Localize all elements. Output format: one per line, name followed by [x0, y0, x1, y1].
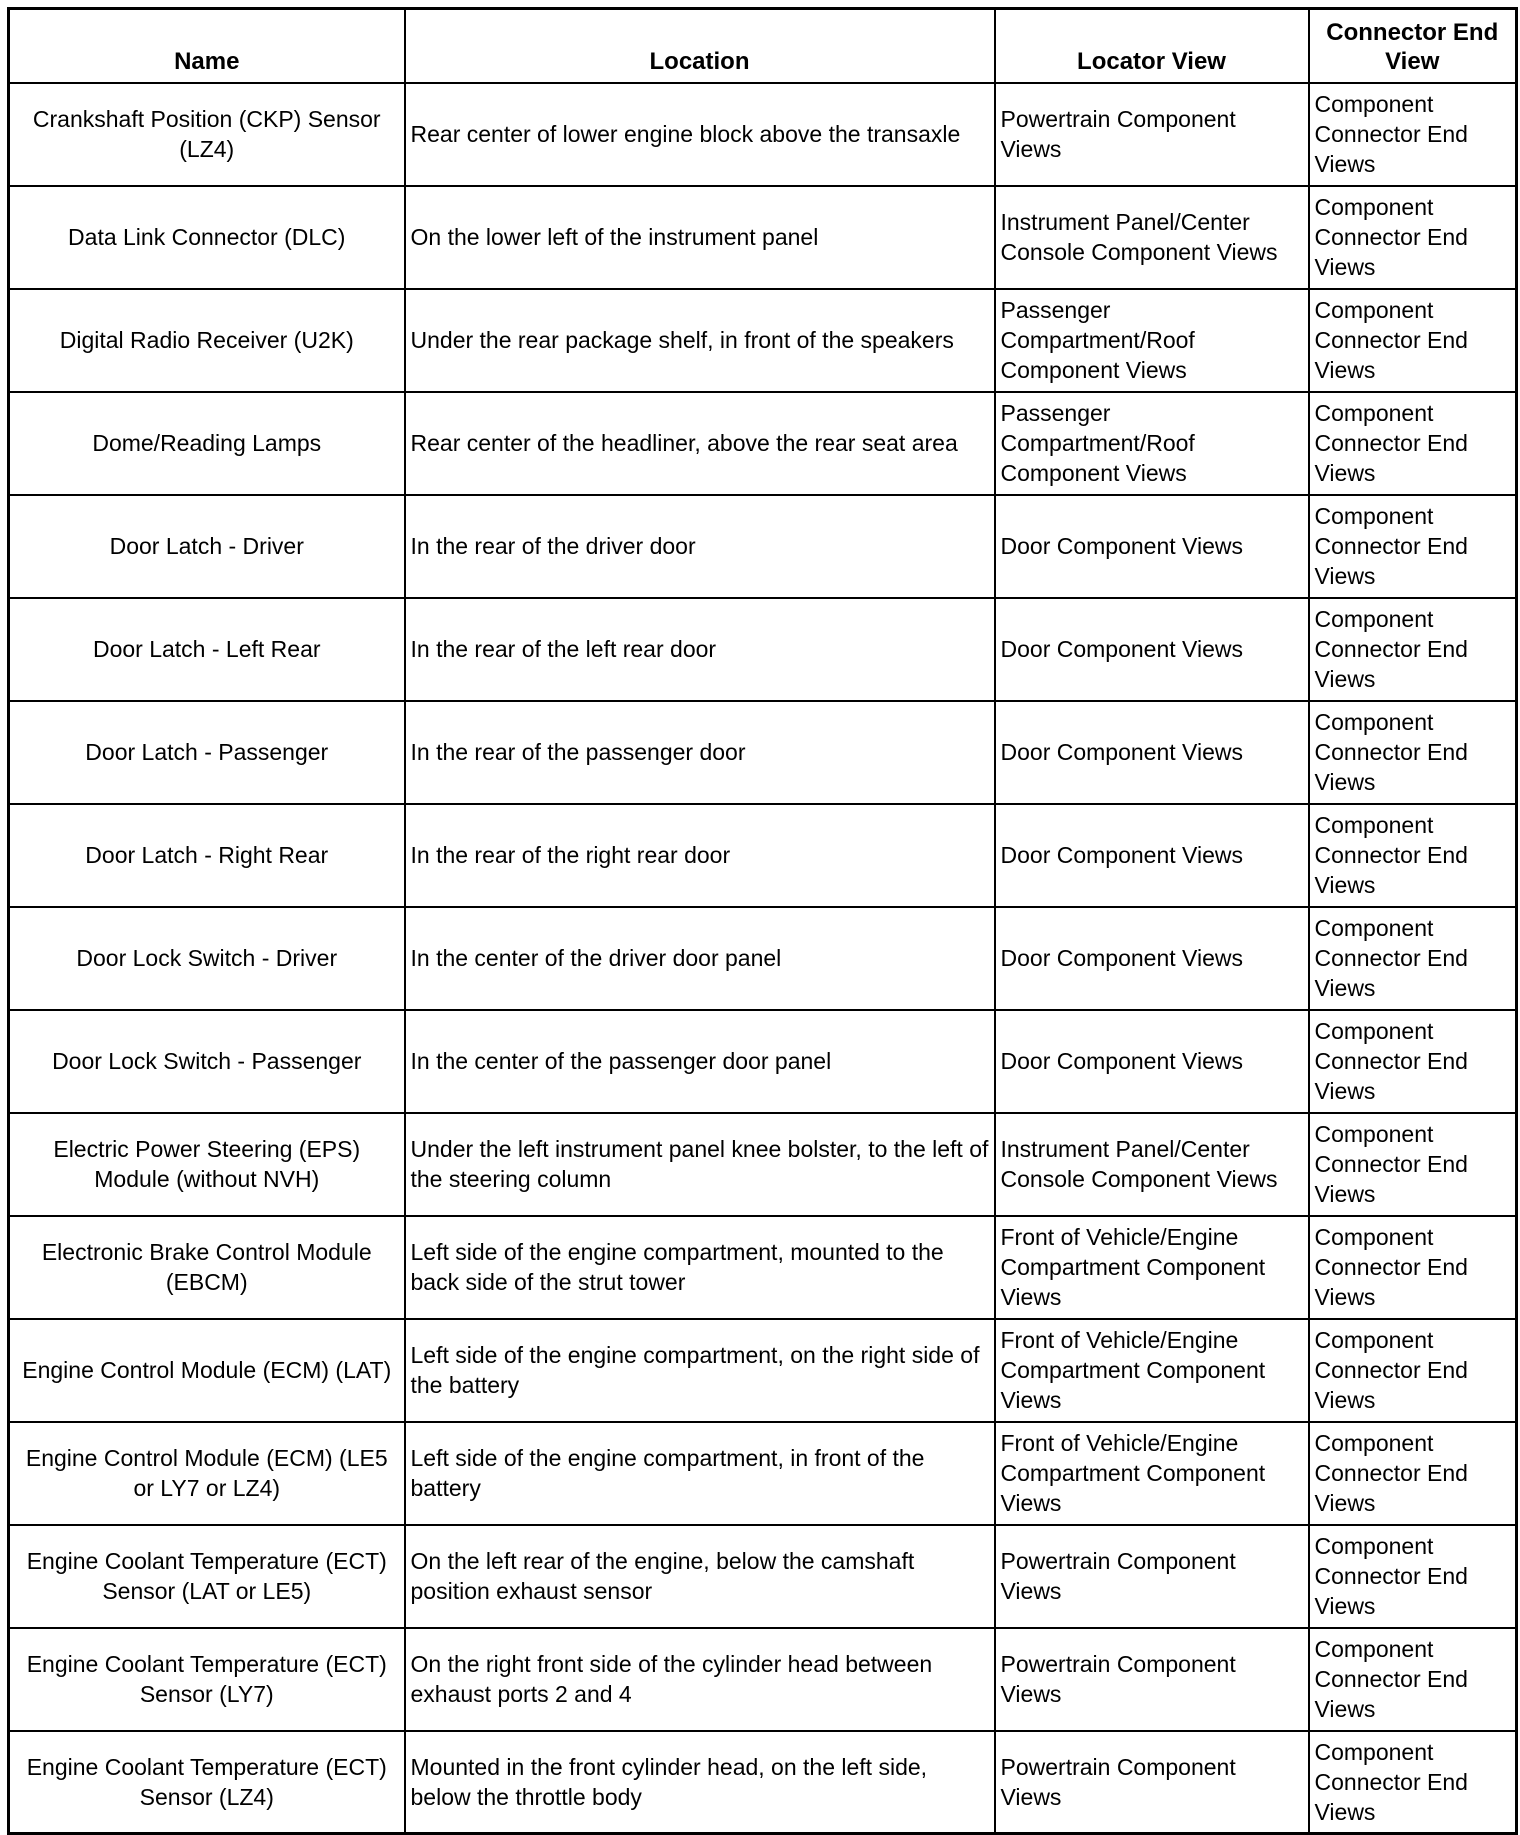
table-row	[9, 289, 1517, 392]
cell-name: Door Lock Switch - Passenger	[9, 1010, 405, 1113]
cell-connector-end-view: Component Connector End Views	[1309, 1113, 1517, 1216]
cell-location: Under the left instrument panel knee bolster, to the left of the steering column	[405, 1113, 995, 1216]
cell-name: Electronic Brake Control Module (EBCM)	[9, 1216, 405, 1319]
cell-location: In the center of the passenger door panel	[405, 1010, 995, 1113]
cell-connector-end-view: Component Connector End Views	[1309, 1525, 1517, 1628]
table-row	[9, 1731, 1517, 1834]
cell-locator-view: Front of Vehicle/Engine Compartment Component Views	[995, 1216, 1309, 1319]
cell-name: Door Latch - Driver	[9, 495, 405, 598]
cell-locator-view: Front of Vehicle/Engine Compartment Component Views	[995, 1319, 1309, 1422]
table-row	[9, 1010, 1517, 1113]
table-header	[9, 9, 1517, 83]
cell-connector-end-view: Component Connector End Views	[1309, 804, 1517, 907]
cell-locator-view: Door Component Views	[995, 1010, 1309, 1113]
cell-connector-end-view: Component Connector End Views	[1309, 1422, 1517, 1525]
cell-connector-end-view: Component Connector End Views	[1309, 598, 1517, 701]
header-locator-view: Locator View	[995, 9, 1309, 83]
cell-location: Rear center of the headliner, above the rear seat area	[405, 392, 995, 495]
cell-name: Door Latch - Left Rear	[9, 598, 405, 701]
table-row	[9, 186, 1517, 289]
cell-locator-view: Door Component Views	[995, 701, 1309, 804]
cell-name: Digital Radio Receiver (U2K)	[9, 289, 405, 392]
cell-location: Under the rear package shelf, in front of the speakers	[405, 289, 995, 392]
cell-locator-view: Front of Vehicle/Engine Compartment Component Views	[995, 1422, 1309, 1525]
cell-location: On the lower left of the instrument panel	[405, 186, 995, 289]
cell-locator-view: Powertrain Component Views	[995, 83, 1309, 186]
table-row	[9, 1216, 1517, 1319]
cell-locator-view: Door Component Views	[995, 495, 1309, 598]
cell-connector-end-view: Component Connector End Views	[1309, 1731, 1517, 1834]
table-row	[9, 907, 1517, 1010]
table-row	[9, 1628, 1517, 1731]
table-row	[9, 83, 1517, 186]
cell-locator-view: Passenger Compartment/Roof Component Views	[995, 289, 1309, 392]
table-row	[9, 701, 1517, 804]
header-name: Name	[9, 9, 405, 83]
table-row	[9, 1525, 1517, 1628]
cell-connector-end-view: Component Connector End Views	[1309, 1010, 1517, 1113]
table-row	[9, 1422, 1517, 1525]
header-row	[9, 9, 1517, 83]
cell-name: Engine Coolant Temperature (ECT) Sensor (LZ4)	[9, 1731, 405, 1834]
cell-name: Electric Power Steering (EPS) Module (without NVH)	[9, 1113, 405, 1216]
cell-location: Left side of the engine compartment, on the right side of the battery	[405, 1319, 995, 1422]
cell-name: Engine Coolant Temperature (ECT) Sensor (LY7)	[9, 1628, 405, 1731]
cell-locator-view: Door Component Views	[995, 598, 1309, 701]
cell-connector-end-view: Component Connector End Views	[1309, 392, 1517, 495]
cell-connector-end-view: Component Connector End Views	[1309, 1216, 1517, 1319]
cell-name: Door Lock Switch - Driver	[9, 907, 405, 1010]
cell-location: In the rear of the passenger door	[405, 701, 995, 804]
cell-location: In the rear of the driver door	[405, 495, 995, 598]
cell-name: Door Latch - Right Rear	[9, 804, 405, 907]
header-location: Location	[405, 9, 995, 83]
cell-location: Left side of the engine compartment, in front of the battery	[405, 1422, 995, 1525]
cell-connector-end-view: Component Connector End Views	[1309, 186, 1517, 289]
header-connector-end-view: Connector End View	[1309, 9, 1517, 83]
cell-location: In the rear of the left rear door	[405, 598, 995, 701]
cell-locator-view: Powertrain Component Views	[995, 1731, 1309, 1834]
table-row	[9, 495, 1517, 598]
table-body	[9, 83, 1517, 1834]
cell-location: In the rear of the right rear door	[405, 804, 995, 907]
cell-name: Engine Control Module (ECM) (LE5 or LY7 or LZ4)	[9, 1422, 405, 1525]
cell-name: Door Latch - Passenger	[9, 701, 405, 804]
cell-name: Engine Coolant Temperature (ECT) Sensor (LAT or LE5)	[9, 1525, 405, 1628]
cell-connector-end-view: Component Connector End Views	[1309, 701, 1517, 804]
cell-connector-end-view: Component Connector End Views	[1309, 1628, 1517, 1731]
cell-locator-view: Instrument Panel/Center Console Component Views	[995, 1113, 1309, 1216]
cell-name: Engine Control Module (ECM) (LAT)	[9, 1319, 405, 1422]
table-row	[9, 598, 1517, 701]
cell-location: Left side of the engine compartment, mounted to the back side of the strut tower	[405, 1216, 995, 1319]
table-row	[9, 1113, 1517, 1216]
cell-location: In the center of the driver door panel	[405, 907, 995, 1010]
cell-connector-end-view: Component Connector End Views	[1309, 289, 1517, 392]
cell-connector-end-view: Component Connector End Views	[1309, 83, 1517, 186]
component-locator-table	[7, 7, 1518, 1835]
table-row	[9, 392, 1517, 495]
table-row	[9, 1319, 1517, 1422]
cell-locator-view: Door Component Views	[995, 804, 1309, 907]
cell-locator-view: Powertrain Component Views	[995, 1525, 1309, 1628]
cell-locator-view: Door Component Views	[995, 907, 1309, 1010]
cell-location: On the right front side of the cylinder head between exhaust ports 2 and 4	[405, 1628, 995, 1731]
cell-connector-end-view: Component Connector End Views	[1309, 495, 1517, 598]
cell-name: Data Link Connector (DLC)	[9, 186, 405, 289]
table-row	[9, 804, 1517, 907]
cell-location: On the left rear of the engine, below the camshaft position exhaust sensor	[405, 1525, 995, 1628]
cell-location: Mounted in the front cylinder head, on the left side, below the throttle body	[405, 1731, 995, 1834]
cell-name: Crankshaft Position (CKP) Sensor (LZ4)	[9, 83, 405, 186]
cell-locator-view: Passenger Compartment/Roof Component Views	[995, 392, 1309, 495]
cell-name: Dome/Reading Lamps	[9, 392, 405, 495]
cell-locator-view: Powertrain Component Views	[995, 1628, 1309, 1731]
cell-locator-view: Instrument Panel/Center Console Component Views	[995, 186, 1309, 289]
cell-location: Rear center of lower engine block above the transaxle	[405, 83, 995, 186]
cell-connector-end-view: Component Connector End Views	[1309, 1319, 1517, 1422]
cell-connector-end-view: Component Connector End Views	[1309, 907, 1517, 1010]
